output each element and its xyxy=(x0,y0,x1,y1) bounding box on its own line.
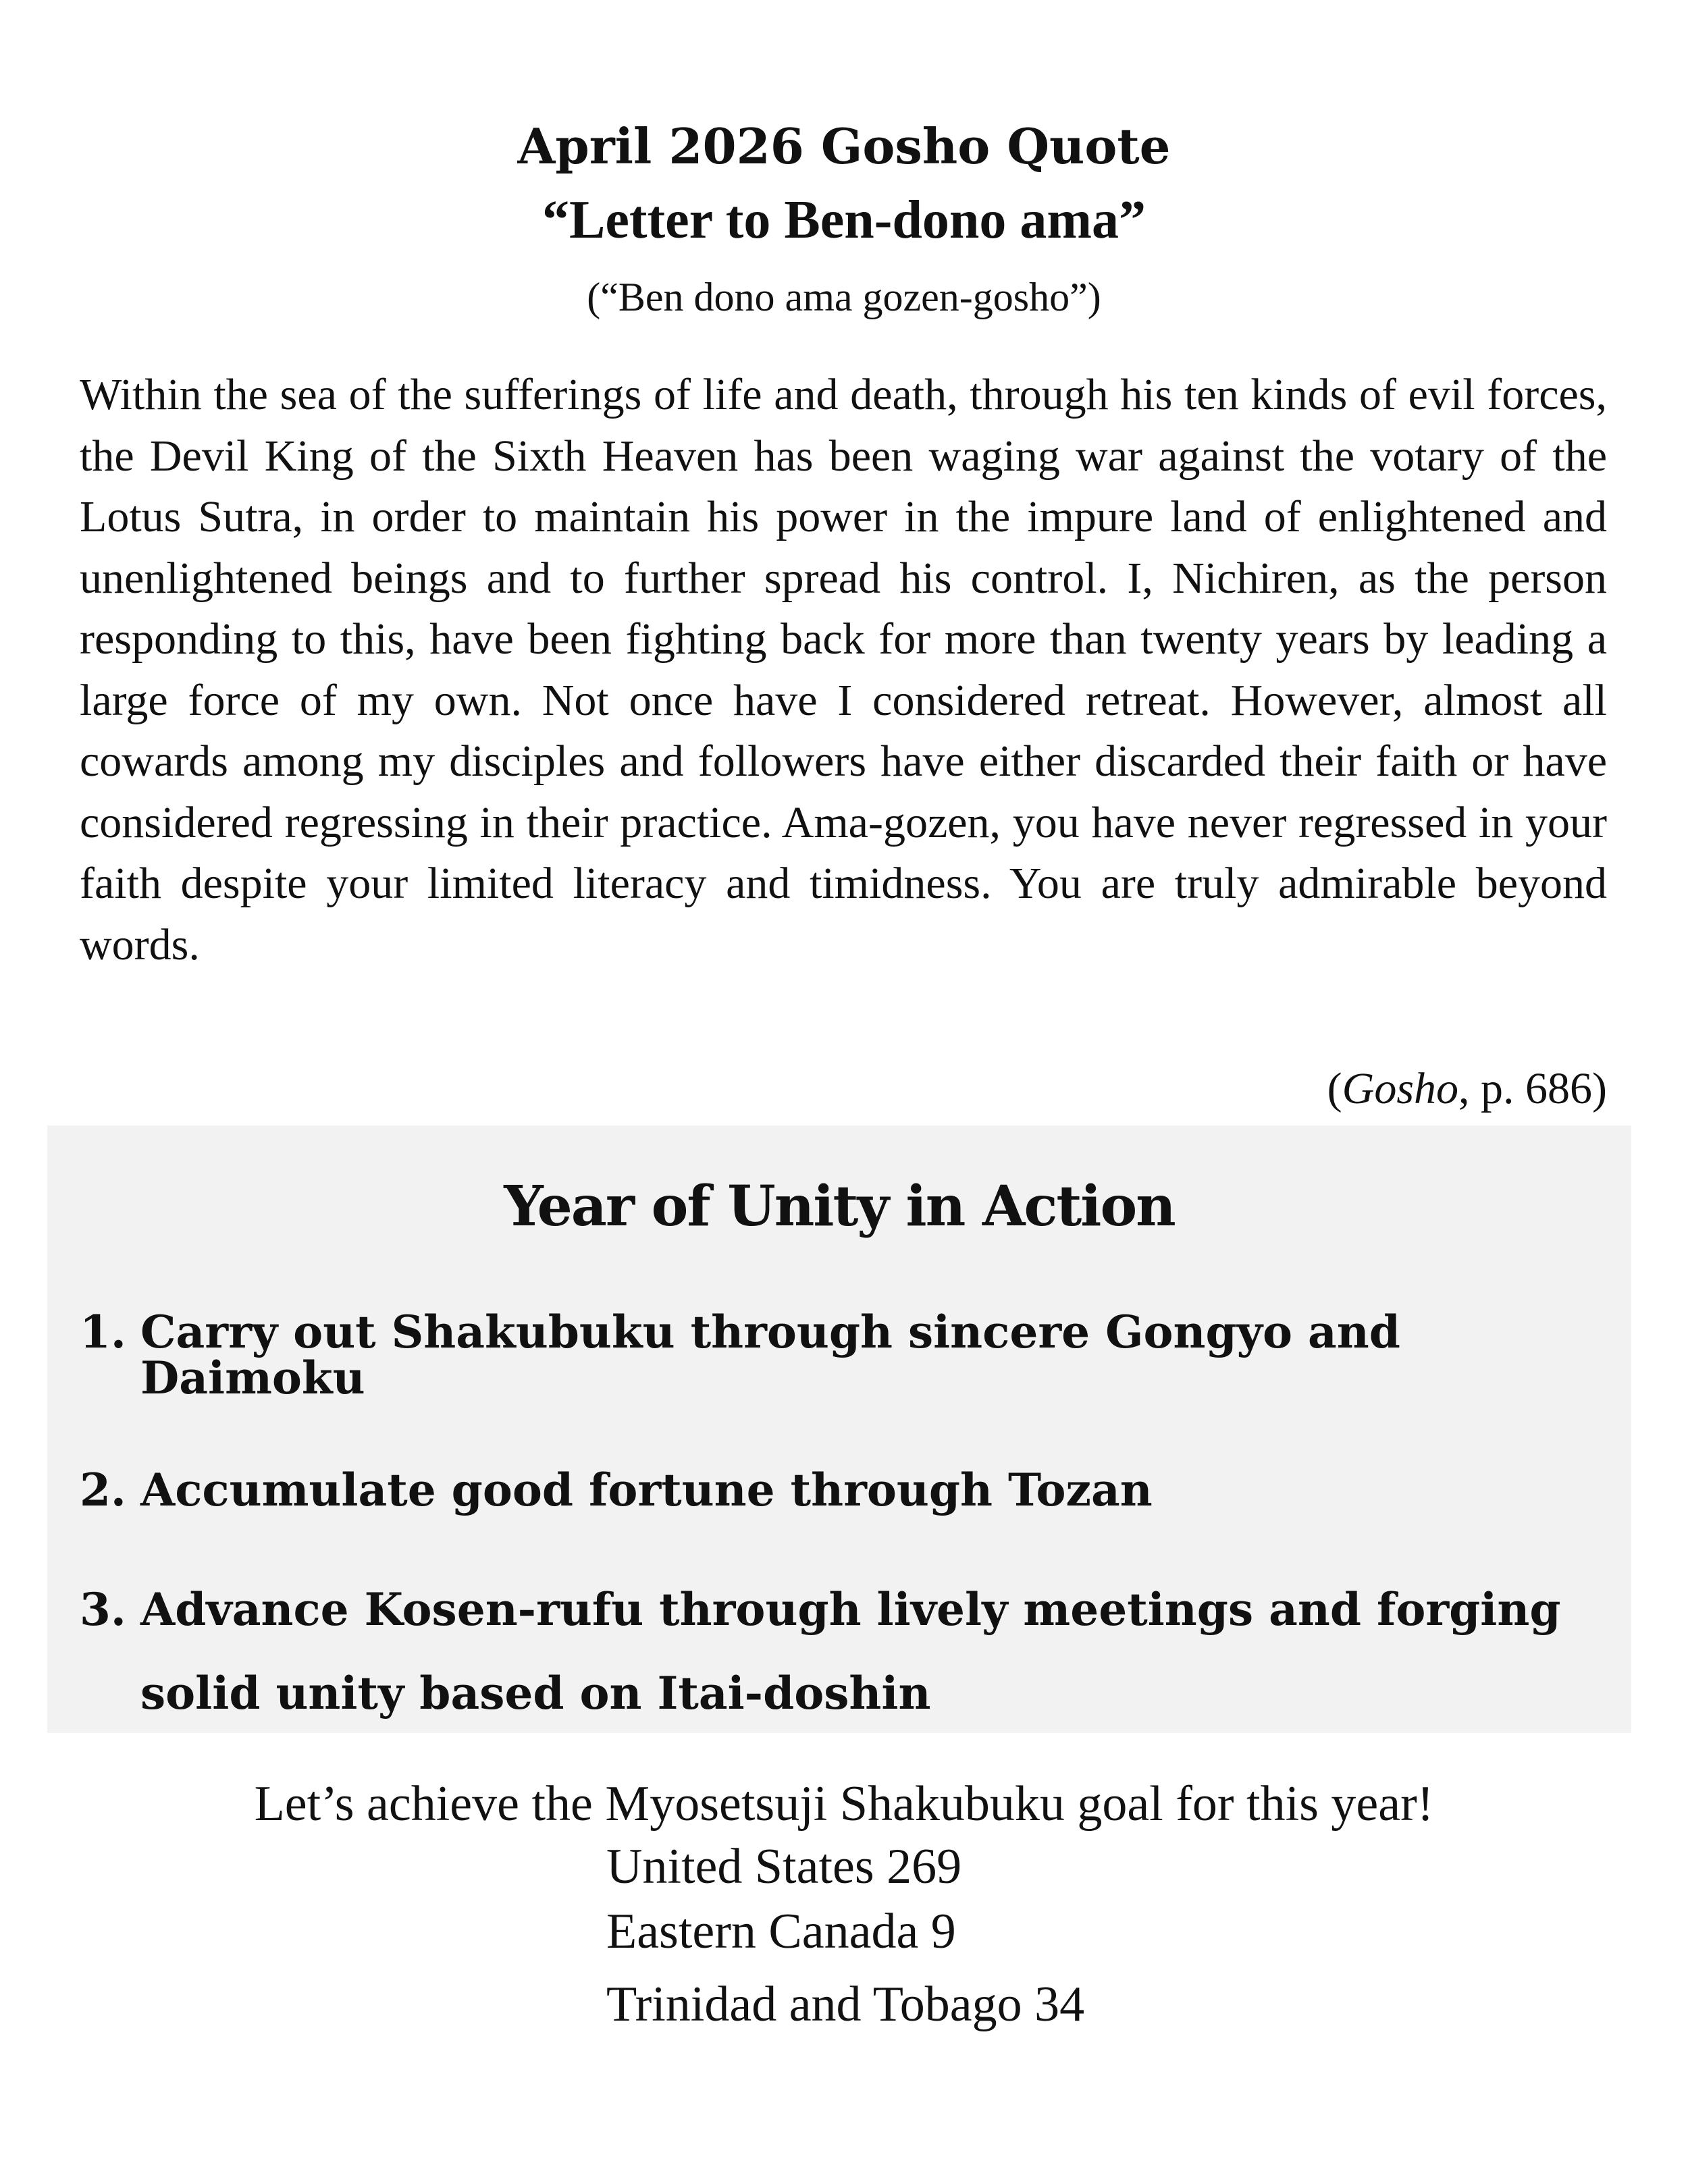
region-goal-trinidad-tobago: Trinidad and Tobago 34 xyxy=(606,1977,1085,2032)
region-goal-united-states: United States 269 xyxy=(606,1839,962,1894)
citation-page: , p. 686) xyxy=(1458,1064,1607,1113)
goal-text: Accumulate good fortune through Tozan xyxy=(140,1464,1153,1516)
unity-heading: Year of Unity in Action xyxy=(504,1174,1175,1239)
goal-number: 1. xyxy=(80,1306,126,1358)
goal-item xyxy=(80,1306,1606,1404)
goal-number: 3. xyxy=(80,1583,126,1636)
quote-citation xyxy=(1327,1059,1607,1119)
goal-item xyxy=(80,1568,1606,1735)
gosho-quote: Within the sea of the sufferings of life and death, through his ten kinds of evil forces, the Devil King of the Sixth Heaven has been waging war against the votary of the Lotus Sutra, in order to maintain his power in the impure land of enlightened and unenlightened beings and to further spread his control. I, Nichiren, as the person responding to this, have been fighting back for more than twenty years by leading a large force of my own. Not once have I considered retreat. However, almost all cowards among my disciples and followers have either discarded their faith or have considered regressing in their practice. Ama-gozen, you have never regressed in your faith despite your limited literacy and timidness. You are truly admirable beyond words. xyxy=(80,370,1607,969)
goal-text: Advance Kosen-rufu through lively meetings and forging solid unity based on Itai-doshin xyxy=(140,1583,1561,1720)
goal-text: Carry out Shakubuku through sincere Gongyo and Daimoku xyxy=(140,1306,1400,1404)
page-title: April 2026 Gosho Quote xyxy=(517,117,1171,175)
romanized-title: (“Ben dono ama gozen-gosho”) xyxy=(587,275,1101,319)
citation-open: ( xyxy=(1327,1064,1342,1113)
closing-message: Let’s achieve the Myosetsuji Shakubuku goal for this year! xyxy=(254,1776,1434,1832)
citation-source: Gosho xyxy=(1342,1064,1459,1113)
unity-in-action-box xyxy=(47,1125,1631,1733)
region-goal-eastern-canada: Eastern Canada 9 xyxy=(606,1904,956,1959)
goal-item xyxy=(80,1464,1606,1516)
gosho-title: “Letter to Ben-dono ama” xyxy=(542,190,1146,250)
goal-number: 2. xyxy=(80,1464,126,1516)
